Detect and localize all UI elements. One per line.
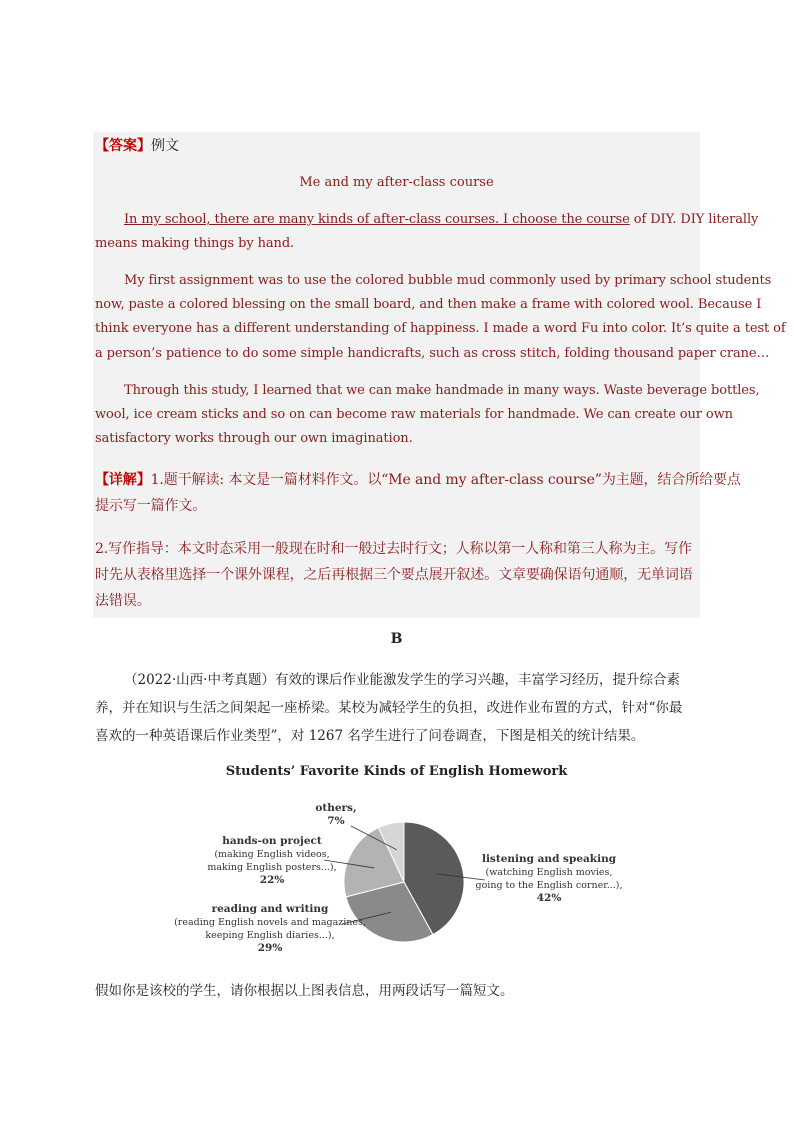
essay-p1-rest: of DIY. DIY literally: [629, 212, 759, 227]
essay-p2-line1: My first assignment was to use the colored bubble mud commonly used by primary school students: [124, 273, 772, 288]
pie-label-0-desc2: going to the English corner...),: [475, 880, 623, 891]
pie-label-2-desc1: (making English videos,: [214, 849, 330, 860]
detail-line1: [95, 469, 741, 489]
pie-label-0-label: 42%: [536, 892, 562, 904]
answer-tag-tail: 例文: [151, 138, 179, 154]
pie-label-2-name: hands-on project: [222, 835, 322, 847]
essay-p1-line2: means making things by hand.: [95, 236, 295, 251]
pie-label-1-name: reading and writing: [211, 903, 329, 915]
section-b-line3: 喜欢的一种英语课后作业类型”，对 1267 名学生进行了问卷调查，下图是相关的统计结果。: [95, 728, 645, 744]
essay-p1-underlined: In my school, there are many kinds of after-class courses. I choose the course: [124, 212, 630, 227]
pie-label-3-label: 7%: [327, 815, 345, 827]
detail-line5: 法错误。: [95, 593, 151, 609]
essay-p1-line1: [124, 212, 758, 227]
pie-label-1-desc2: keeping English diaries...),: [205, 930, 335, 941]
pie-label-1-label: 29%: [257, 942, 283, 954]
answer-heading: [95, 135, 179, 155]
detail-line3: 2.写作指导：本文时态采用一般现在时和一般过去时行文；人称以第一人称和第三人称为主。写作: [95, 541, 692, 557]
pie-label-3-name: others,: [315, 802, 357, 814]
detail-line4: 时先从表格里选择一个课外课程，之后再根据三个要点展开叙述。文章要确保语句通顺，无单词语: [95, 567, 693, 583]
pie-label-2-desc2: making English posters...),: [207, 862, 337, 873]
section-b-line2: 养，并在知识与生活之间架起一座桥梁。某校为减轻学生的负担，改进作业布置的方式，针对“你最: [95, 700, 683, 716]
section-b-line1: （2022·山西·中考真题）有效的课后作业能激发学生的学习兴趣，丰富学习经历，提升综合素: [124, 672, 680, 688]
section-letter: B: [390, 631, 403, 647]
essay-p2-line2: now, paste a colored blessing on the small board, and then make a frame with colored wool. Because I: [95, 297, 762, 312]
essay-p3-line2: wool, ice cream sticks and so on can become raw materials for handmade. We can create our own: [95, 407, 733, 422]
answer-tag: 【答案】: [95, 138, 151, 154]
detail-d1-l1: 1.题干解读: 本文是一篇材料作文。以“Me and my after-class course”为主题，结合所给要点: [150, 472, 741, 488]
pie-label-2-label: 22%: [259, 874, 285, 886]
essay-p3-line1: Through this study, I learned that we can make handmade in many ways. Waste beverage bottles,: [124, 383, 760, 398]
pie-label-0-name: listening and speaking: [481, 853, 617, 865]
detail-tag: 【详解】: [95, 472, 151, 488]
chart-title: Students’ Favorite Kinds of English Homework: [225, 764, 568, 779]
essay-p2-line3: think everyone has a different understanding of happiness. I made a word Fu into color. It’s quite a test of: [95, 321, 786, 336]
pie-chart: [0, 792, 794, 972]
essay-p2-line4: a person’s patience to do some simple handicrafts, such as cross stitch, folding thousand paper crane…: [95, 346, 770, 361]
pie-label-0-desc1: (watching English movies,: [485, 867, 613, 878]
essay-title: Me and my after-class course: [299, 175, 494, 190]
pie-label-1-desc1: (reading English novels and magazines,: [174, 917, 366, 928]
essay-p3-line3: satisfactory works through our own imagination.: [95, 431, 413, 446]
section-b-final: 假如你是该校的学生，请你根据以上图表信息，用两段话写一篇短文。: [95, 983, 514, 999]
detail-line2: 提示写一篇作文。: [95, 498, 207, 514]
